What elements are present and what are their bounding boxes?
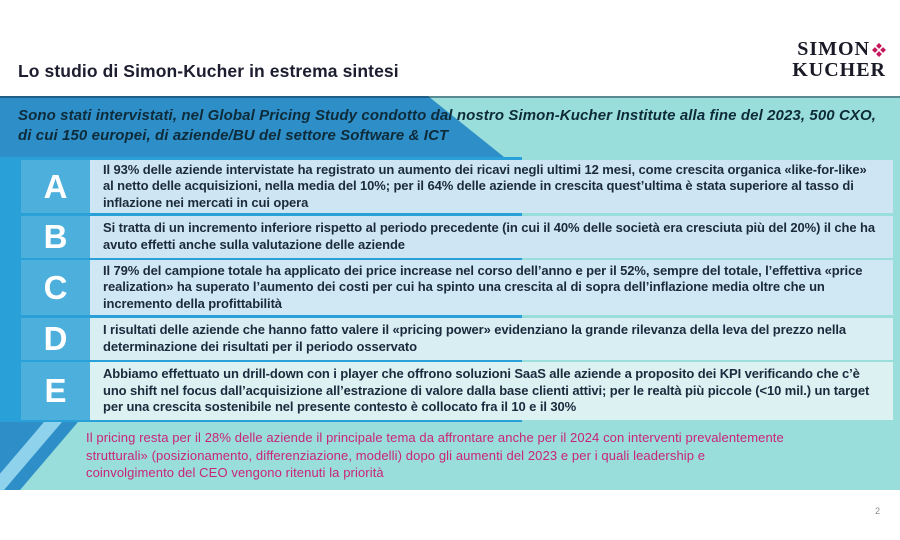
point-letter: C xyxy=(21,260,90,315)
header-text: Sono stati intervistati, nel Global Pricing Study condotto dal nostro Simon-Kucher Institute alla fine del 2023, 500 CXO, di cui 150 europei, di aziende/BU del settore Software & ICT xyxy=(18,107,877,144)
header-band xyxy=(0,96,900,157)
point-text: Il 93% delle aziende intervistate ha registrato un aumento dei ricavi negli ultimi 12 mesi, come crescita organica «like-for-like» al netto delle acquisizioni, nella media del 10%; per il 64% delle aziende in crescita quest’ultima è stata superiore al tasso di inflazione nei mercati in cui opera xyxy=(90,160,893,213)
simon-kucher-logo xyxy=(792,39,886,81)
key-point-row-e xyxy=(21,362,893,420)
logo-diamonds-icon xyxy=(872,43,886,57)
key-points-list xyxy=(21,160,893,420)
point-text: Si tratta di un incremento inferiore rispetto al periodo precedente (in cui il 40% delle società era cresciuta più del 20%) il che ha avuto effetti anche sulla valutazione delle aziende xyxy=(90,216,893,258)
key-point-row-b xyxy=(21,216,893,258)
footer-note: Il pricing resta per il 28% delle aziende il principale tema da affrontare anche per il 2024 con interventi prevalentemente strutturali» (posizionamento, differenziazione, modelli) dopo gli aumenti del 2023 e per i quali leadership e coinvolgimento del CEO vengono ritenuti la priorità xyxy=(86,430,784,480)
point-letter: A xyxy=(21,160,90,213)
point-text: I risultati delle aziende che hanno fatto valere il «pricing power» evidenziano la grande rilevanza della leva del prezzo nella determinazione dei risultati per il periodo osservato xyxy=(90,318,893,360)
key-point-row-c xyxy=(21,260,893,315)
page-title: Lo studio di Simon-Kucher in estrema sintesi xyxy=(18,61,399,81)
page-number: 2 xyxy=(874,506,880,516)
logo-text-kucher: KUCHER xyxy=(792,59,886,81)
point-letter: D xyxy=(21,318,90,360)
key-point-row-a xyxy=(21,160,893,213)
point-text: Abbiamo effettuato un drill-down con i player che offrono soluzioni SaaS alle aziende a proposito dei KPI verificando che c’è uno shift nel focus dall’acquisizione all’estrazione di valore dalla base clienti attivi; per le realtà più piccole (<10 mil.) un target per una crescita sostenibile nel presente contesto è collocato fra il 10 e il 30% xyxy=(90,362,893,420)
key-point-row-d xyxy=(21,318,893,360)
point-letter: E xyxy=(21,362,90,420)
point-text: Il 79% del campione totale ha applicato dei price increase nel corso dell’anno e per il 52%, sempre del totale, l’effettiva «price realization» ha superato l’aumento dei costi per cui ha spinto una crescita al di sopra dell’inflazione media oltre che un incremento della profittabilità xyxy=(90,260,893,315)
logo-text-simon: SIMON xyxy=(797,38,870,60)
point-letter: B xyxy=(21,216,90,258)
